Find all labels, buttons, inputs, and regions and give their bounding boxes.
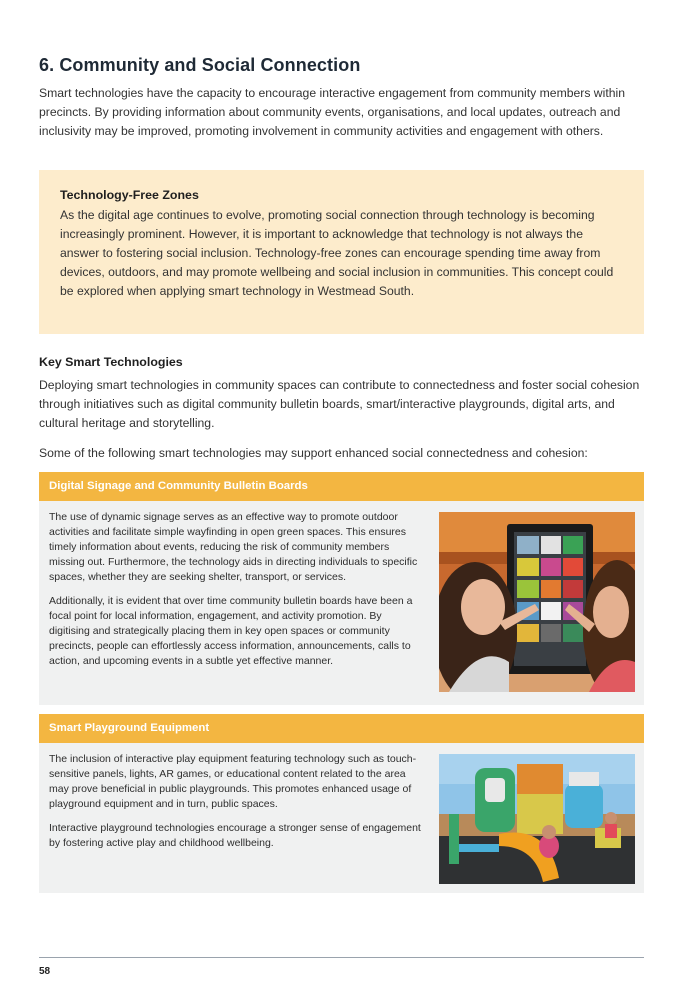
panel-paragraph: The use of dynamic signage serves as an effective way to promote outdoor activities and facilitate simple wayfinding in open green spaces. This ensures timely information about events, reducing the risk of community members missing out. Furthermore, the technology aids in directing individuals to specific spaces, whether they are seeking shelter, transport, or services. bbox=[49, 511, 418, 583]
panel-paragraph: Additionally, it is evident that over time community bulletin boards have been a focal point for local information, engagement, and activity promotion. By digitising and strategically placing them in key open spaces or community precincts, people can effortlessly access information, announcements, calls to action, and upcoming events in a subtle yet effective manner. bbox=[49, 595, 413, 667]
callout-title: Technology-Free Zones bbox=[60, 188, 199, 202]
panel-text bbox=[49, 752, 423, 860]
panel-text bbox=[49, 510, 423, 678]
digital-signage-photo bbox=[439, 512, 635, 692]
callout-body: As the digital age continues to evolve, promoting social connection through technology is becoming increasingly prominent. However, it is important to acknowledge that technology is not always the answer to fostering social inclusion. Technology-free zones can encourage spending time away from devices, outdoors, and may promote wellbeing and social inclusion in communities. This concept could be explored when applying smart technology in Westmead South. bbox=[60, 208, 614, 298]
technology-free-zones-callout bbox=[39, 170, 644, 334]
panel-paragraph: The inclusion of interactive play equipment featuring technology such as touch-sensitive panels, lights, AR games, or educational content related to the area may prove beneficial in public playgrounds. This promotes enhanced usage of playground equipment and in turn, public spaces. bbox=[49, 753, 417, 810]
panel-paragraph: Interactive playground technologies encourage a stronger sense of engagement by fostering active play and childhood wellbeing. bbox=[49, 822, 421, 849]
section-title: 6. Community and Social Connection bbox=[39, 55, 361, 75]
key-technologies-lead: Some of the following smart technologies may support enhanced social connectedness and cohesion: bbox=[39, 446, 588, 460]
panel-heading: Smart Playground Equipment bbox=[39, 714, 644, 743]
playground-photo bbox=[439, 754, 635, 884]
digital-signage-panel bbox=[39, 472, 644, 705]
section-intro: Smart technologies have the capacity to encourage interactive engagement from community members within precincts. By providing information about community events, organisations, and local updates, outreach and inclusivity may be improved, promoting involvement in community activities and engagement with others. bbox=[39, 86, 625, 138]
panel-heading: Digital Signage and Community Bulletin Boards bbox=[39, 472, 644, 501]
page-number: 58 bbox=[39, 966, 51, 977]
key-technologies-body: Deploying smart technologies in community spaces can contribute to connectedness and foster social cohesion through initiatives such as digital community bulletin boards, smart/interactive playgrounds, digital arts, and cultural heritage and storytelling. bbox=[39, 378, 640, 430]
smart-playground-panel bbox=[39, 714, 644, 893]
footer-rule bbox=[39, 957, 644, 958]
key-technologies-heading: Key Smart Technologies bbox=[39, 355, 183, 369]
